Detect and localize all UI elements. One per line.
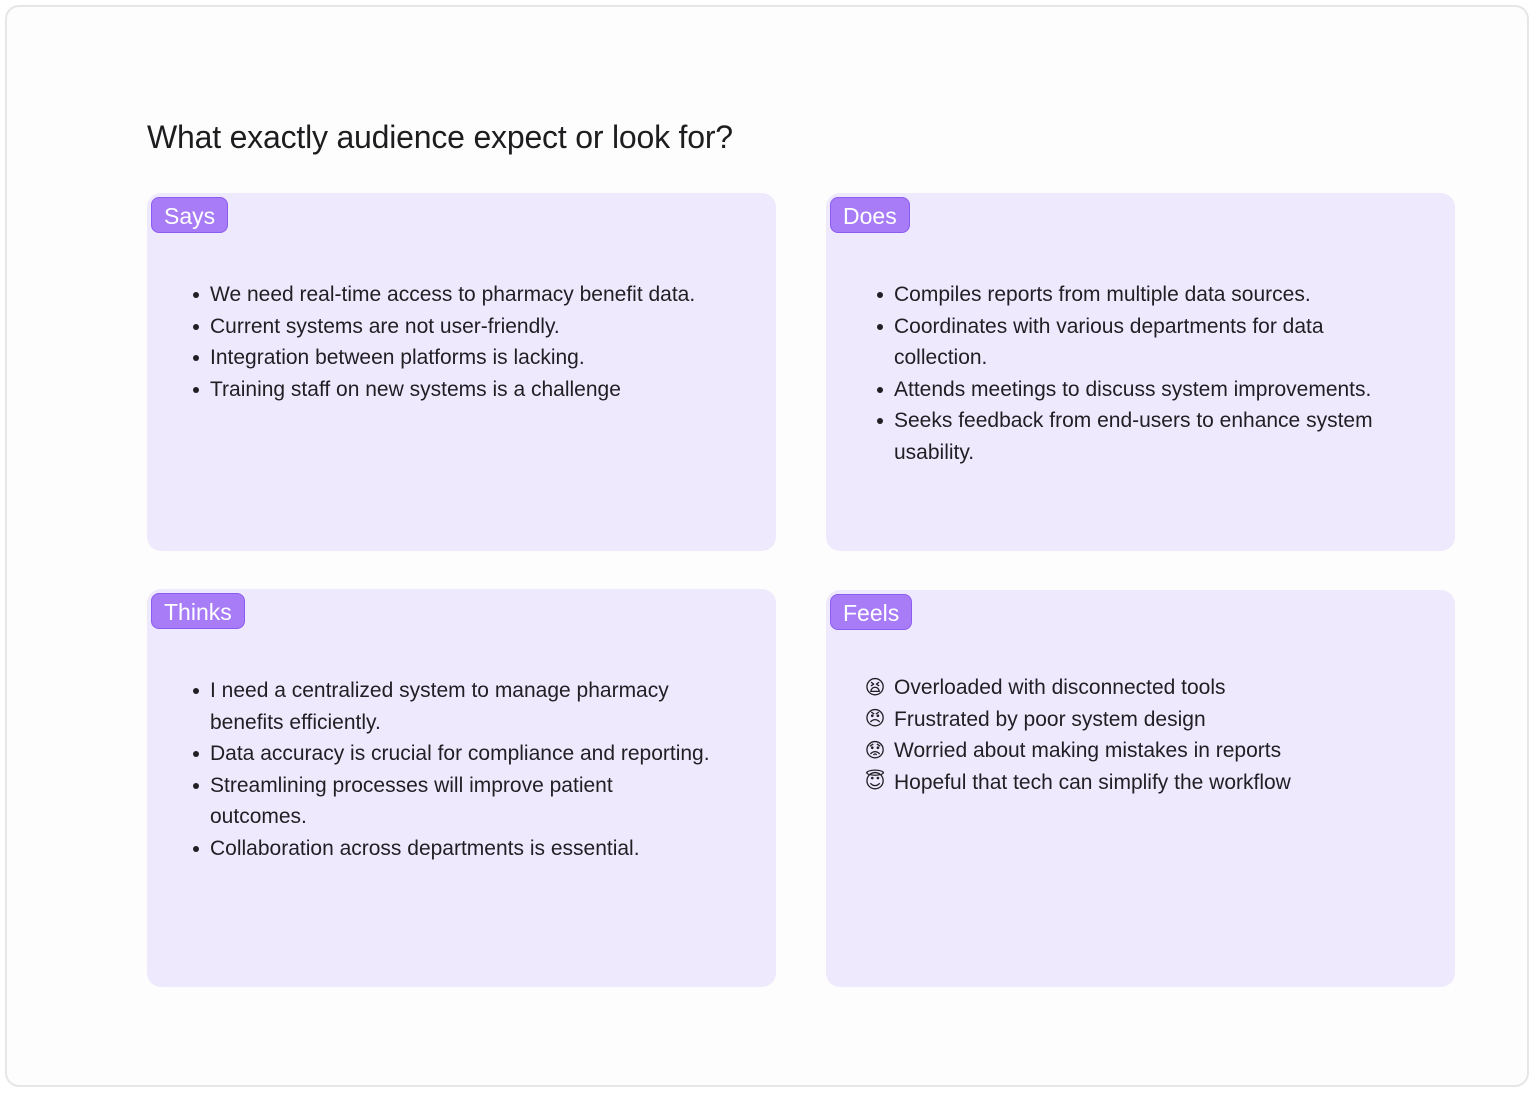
feels-list (863, 672, 1291, 798)
says-card (147, 193, 776, 551)
tired-face-icon: 😫 (864, 676, 886, 699)
feeling-text: Overloaded with disconnected tools (894, 676, 1226, 699)
list-item (863, 704, 1291, 736)
thinks-card (147, 589, 776, 987)
does-card (826, 193, 1455, 551)
list-item: Seeks feedback from end-users to enhance system usability. (894, 405, 1414, 468)
list-item: We need real-time access to pharmacy benefit data. (210, 279, 710, 311)
canvas-frame (5, 5, 1529, 1087)
feeling-text: Hopeful that tech can simplify the workflow (894, 770, 1291, 794)
list-item: Current systems are not user-friendly. (210, 311, 710, 343)
feels-card (826, 590, 1455, 987)
list-item (863, 672, 1291, 704)
worried-face-icon: 😟 (864, 739, 886, 762)
does-tag: Does (830, 197, 910, 233)
list-item: Streamlining processes will improve patient outcomes. (210, 770, 710, 833)
says-tag: Says (151, 197, 228, 233)
feeling-text: Frustrated by poor system design (894, 707, 1206, 731)
angry-face-icon: 😠 (864, 708, 886, 731)
list-item: Training staff on new systems is a challenge (210, 374, 710, 406)
list-item: Data accuracy is crucial for compliance and reporting. (210, 738, 710, 770)
list-item: Collaboration across departments is essential. (210, 833, 710, 865)
feels-tag: Feels (830, 594, 912, 630)
list-item: Compiles reports from multiple data sources. (894, 279, 1414, 311)
list-item: I need a centralized system to manage pharmacy benefits efficiently. (210, 675, 710, 738)
list-item: Coordinates with various departments for data collection. (894, 311, 1414, 374)
thinks-list (210, 675, 710, 864)
thinks-tag: Thinks (151, 593, 245, 629)
feeling-text: Worried about making mistakes in reports (894, 739, 1282, 762)
does-list (894, 279, 1414, 468)
page-title: What exactly audience expect or look for? (147, 119, 733, 155)
says-list (210, 279, 710, 405)
list-item (863, 767, 1291, 799)
list-item (863, 735, 1291, 767)
list-item: Integration between platforms is lacking. (210, 342, 710, 374)
list-item: Attends meetings to discuss system improvements. (894, 374, 1414, 406)
halo-face-icon: 😇 (864, 771, 886, 794)
